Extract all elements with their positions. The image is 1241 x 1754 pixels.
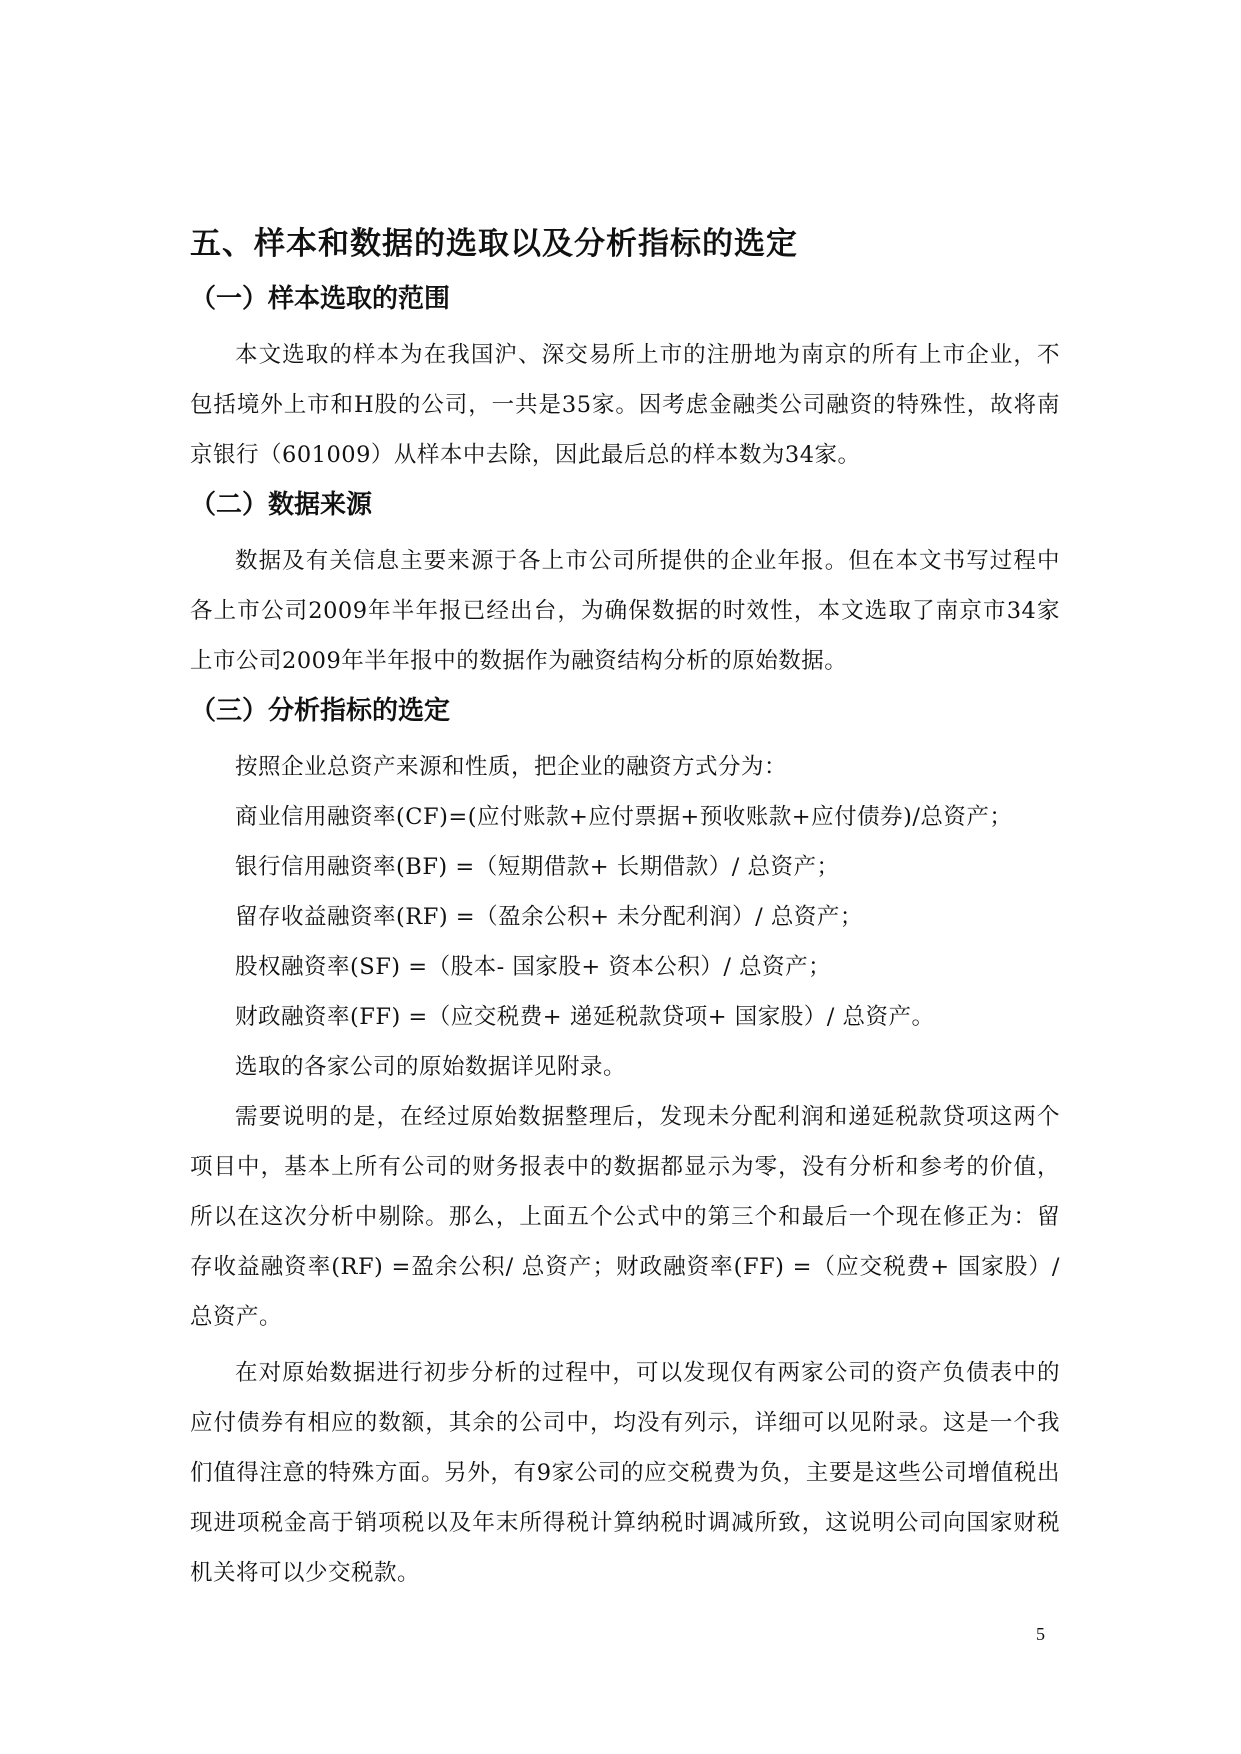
subsection-title-3: （三）分析指标的选定 [190, 696, 451, 726]
section-title: 五、样本和数据的选取以及分析指标的选定 [190, 226, 798, 262]
appendix-note: 选取的各家公司的原始数据详见附录。 [235, 1054, 627, 1080]
indicator-intro: 按照企业总资产来源和性质，把企业的融资方式分为： [235, 754, 788, 780]
paragraph-formula-revision: 需要说明的是，在经过原始数据整理后，发现未分配利润和递延税款贷项这两个项目中，基本上所有公司的财务报表中的数据都显示为零，没有分析和参考的价值，所以在这次分析中剔除。那么，上面五个公式中的第三个和最后一个现在修正为：留存收益融资率(RF) =盈余公积/ 总资产；财政融资率(FF) =（应交税费+ 国家股）/ 总资产。 [190, 1104, 1060, 1330]
page-number: 5 [1036, 1624, 1045, 1644]
paragraph-preliminary-analysis: 在对原始数据进行初步分析的过程中，可以发现仅有两家公司的资产负债表中的应付债券有相应的数额，其余的公司中，均没有列示，详细可以见附录。这是一个我们值得注意的特殊方面。另外，有9家公司的应交税费为负，主要是这些公司增值税出现进项税金高于销项税以及年末所得税计算纳税时调减所致，这说明公司向国家财税机关将可以少交税款。 [190, 1360, 1060, 1586]
paragraph-data-source: 数据及有关信息主要来源于各上市公司所提供的企业年报。但在本文书写过程中各上市公司2009年半年报已经出台，为确保数据的时效性，本文选取了南京市34家上市公司2009年半年报中的数据作为融资结构分析的原始数据。 [190, 548, 1060, 674]
formula-cf: 商业信用融资率(CF)=(应付账款+应付票据+预收账款+应付债券)/总资产； [235, 804, 1013, 830]
formula-ff: 财政融资率(FF) =（应交税费+ 递延税款贷项+ 国家股）/ 总资产。 [235, 1004, 935, 1030]
formula-rf: 留存收益融资率(RF) =（盈余公积+ 未分配利润）/ 总资产； [235, 904, 863, 930]
formula-sf: 股权融资率(SF) =（股本- 国家股+ 资本公积）/ 总资产； [235, 954, 832, 980]
page-content [190, 222, 1060, 1604]
subsection-title-2: （二）数据来源 [190, 490, 373, 520]
paragraph-sample-scope: 本文选取的样本为在我国沪、深交易所上市的注册地为南京的所有上市企业，不包括境外上市和H股的公司，一共是35家。因考虑金融类公司融资的特殊性，故将南京银行（601009）从样本中去除，因此最后总的样本数为34家。 [190, 342, 1060, 468]
formula-bf: 银行信用融资率(BF) =（短期借款+ 长期借款）/ 总资产； [235, 854, 840, 880]
subsection-title-1: （一）样本选取的范围 [190, 284, 451, 314]
